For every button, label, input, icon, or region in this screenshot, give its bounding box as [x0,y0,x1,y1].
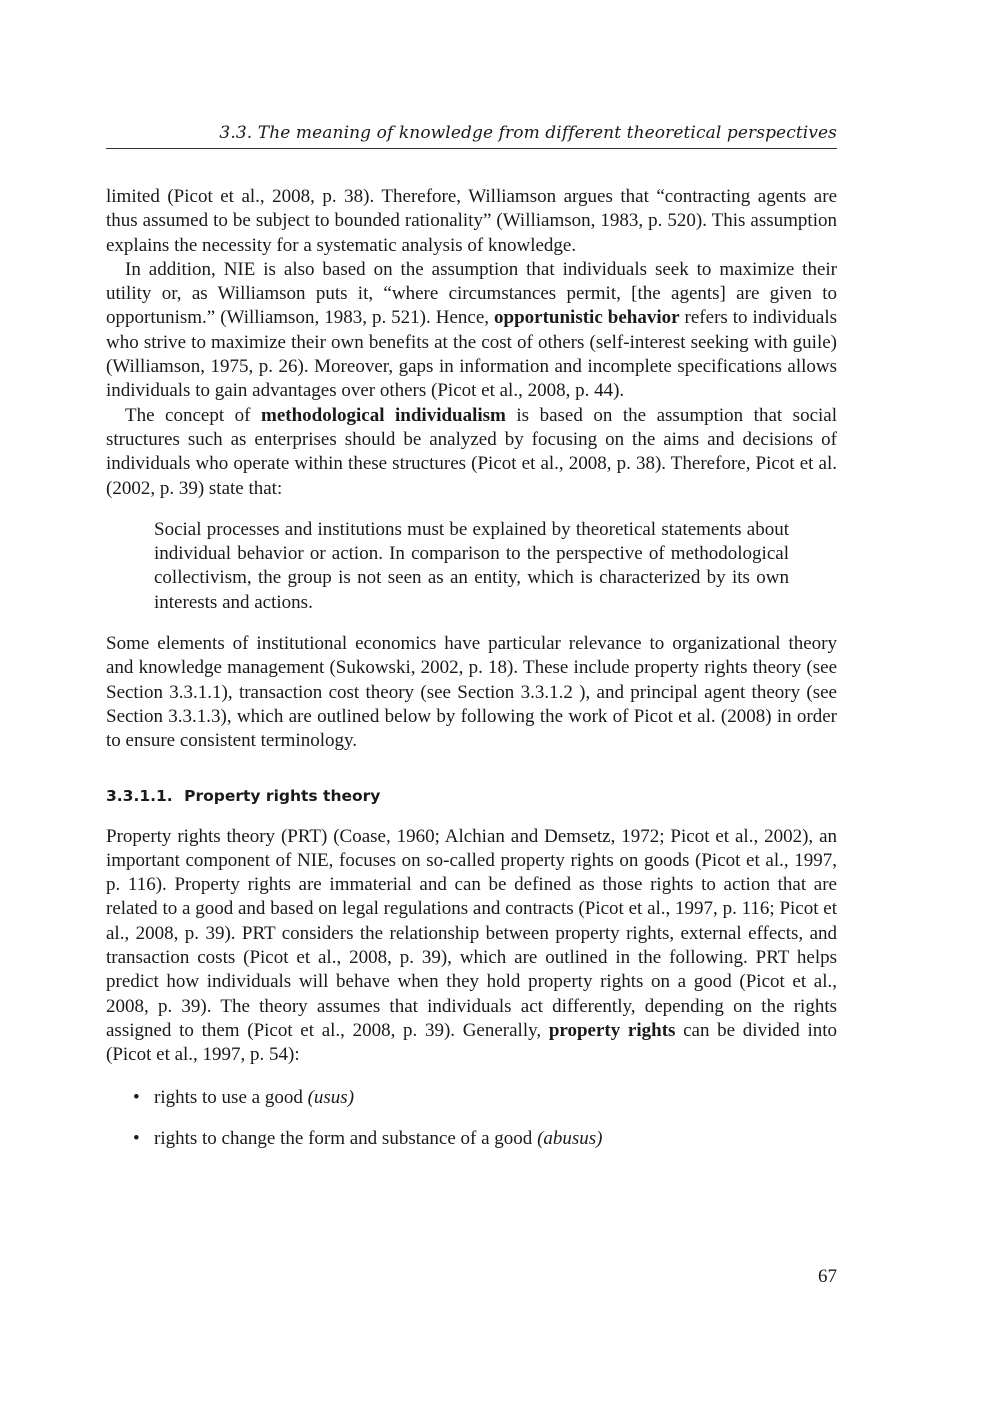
paragraph-methodological-individualism [106,404,837,501]
paragraph-text: Property rights theory (PRT) (Coase, 1960; Alchian and Demsetz, 1972; Picot et al., 2002), an important component of NIE, focuses on so-called property rights on goods (Picot et al., 1997, p. 116). Property rights are immaterial and can be defined as those rights to action that are related to a good and based on legal regulations and contracts (Picot et al., 1997, p. 116; Picot et al., 2008, p. 39). PRT considers the relationship between property rights, external effects, and transaction costs (Picot et al., 2008, p. 39), which are outlined in the following. PRT helps predict how individuals will behave when they hold property rights on a good (Picot et al., 2008, p. 39). The theory assumes that individuals act differently, depending on the rights assigned to them (Picot et al., 2008, p. 39). Generally, [106,825,837,1041]
bold-term-property-rights: property rights [548,1019,676,1041]
section-heading [106,784,837,808]
list-item-latin-term: (usus) [307,1086,355,1108]
paragraph-opportunism [106,258,837,404]
list-item-latin-term: (abusus) [537,1127,603,1149]
section-title: Property rights theory [184,786,381,805]
block-quote: Social processes and institutions must be explained by theoretical statements about individual behavior or action. In comparison to the perspective of methodological collectivism, the group is not seen as an entity, which is characterized by its own interests and actions. [154,518,789,613]
document-page [106,0,837,1414]
list-item [106,1086,837,1110]
bold-term-opportunistic-behavior: opportunistic behavior [494,307,680,329]
header-rule [106,148,837,149]
paragraph-text: In addition, NIE is also based on the assumption that individuals seek to maximize their utility or, as Williamson puts it, “where circumstances permit, [the agents] are given to opportunism.” (Williamson, 1983, p. 521). Hence, [106,258,837,329]
paragraph-text: The concept of [125,404,251,426]
bullet-list [106,1086,837,1152]
bold-term-methodological-individualism: methodological individualism [261,404,506,426]
list-item-text: rights to change the form and substance of a good [154,1127,533,1149]
paragraph-property-rights-theory [106,825,837,1068]
paragraph-text: is based on the assumption that social structures such as enterprises should be analyzed by focusing on the aims and decisions of individuals who operate within these structures (Picot et al., 2008, p. 38). Therefore, Picot et al. (2002, p. 39) state that: [106,404,838,499]
list-item-text: rights to use a good [154,1086,303,1108]
paragraph-text: refers to individuals who strive to maximize their own benefits at the cost of others (self-interest seeking with guile) (Williamson, 1975, p. 26). Moreover, gaps in information and incomplete specifications allows individuals to gain advantages over others (Picot et al., 2008, p. 44). [106,307,837,402]
bullet-marker: • [133,1086,140,1108]
bullet-marker: • [133,1127,140,1149]
section-number: 3.3.1.1. [106,786,173,805]
running-header: 3.3. The meaning of knowledge from different theoretical perspectives [219,123,837,143]
page-number: 67 [818,1266,837,1287]
body-text [106,185,837,1168]
paragraph-institutional-economics: Some elements of institutional economics have particular relevance to organizational theory and knowledge management (Sukowski, 2002, p. 18). These include property rights theory (see Section 3.3.1.1), transaction cost theory (see Section 3.3.1.2 ), and principal agent theory (see Section 3.3.1.3), which are outlined below by following the work of Picot et al. (2008) in order to ensure consistent terminology. [106,633,837,752]
list-item [106,1127,837,1151]
paragraph-text: can be divided into (Picot et al., 1997, p. 54): [106,1019,838,1066]
paragraph-bounded-rationality: limited (Picot et al., 2008, p. 38). Therefore, Williamson argues that “contracting agents are thus assumed to be subject to bounded rationality” (Williamson, 1983, p. 520). This assumption explains the necessity for a systematic analysis of knowledge. [106,186,837,256]
